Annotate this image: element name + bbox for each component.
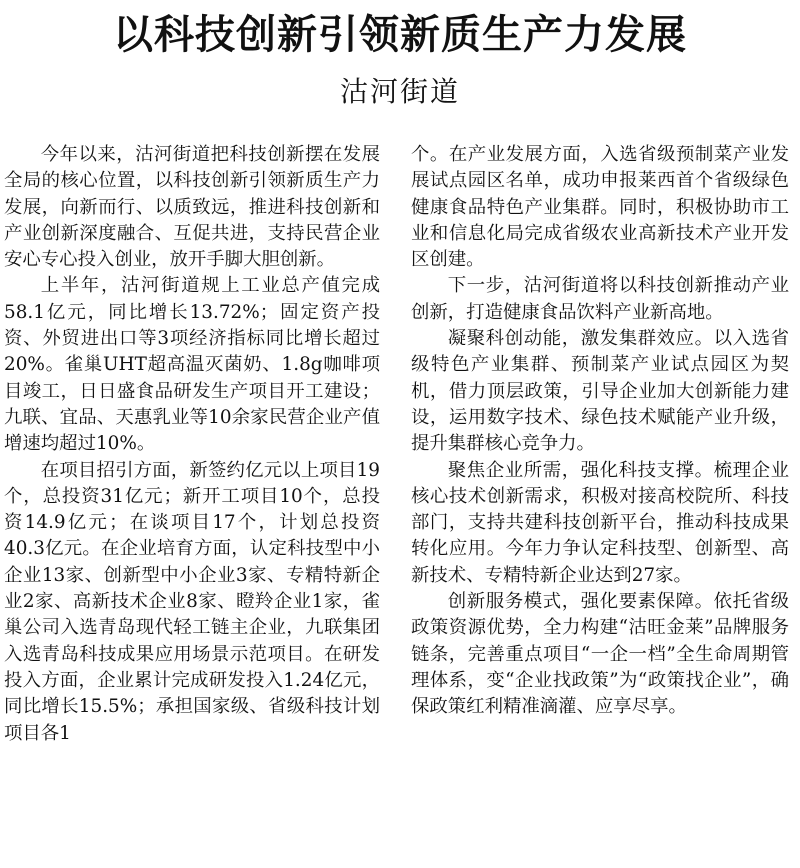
paragraph: 凝聚科创动能，激发集群效应。以入选省级特色产业集群、预制菜产业试点园区为契机，借力顶层政策，引导企业加大创新能力建设，运用数字技术、绿色技术赋能产业升级，提升集群核心竞争力。 bbox=[411, 328, 789, 455]
headline: 以科技创新引领新质生产力发展 bbox=[113, 12, 687, 58]
paragraph: 今年以来，沽河街道把科技创新摆在发展全局的核心位置，以科技创新引领新质生产力发展，向新而行、以质致远，推进科技创新和产业创新深度融合、互促共进，支持民营企业安心专心投入创业，放开手脚大胆创新。 bbox=[4, 144, 380, 271]
right-column bbox=[411, 142, 789, 721]
left-column bbox=[4, 142, 380, 747]
subhead: 沽河街道 bbox=[339, 75, 460, 108]
paragraph: 下一步，沽河街道将以科技创新推动产业创新，打造健康食品饮料产业新高地。 bbox=[411, 275, 789, 323]
paragraph: 在项目招引方面，新签约亿元以上项目19个，总投资31亿元；新开工项目10个，总投资14.9亿元；在谈项目17个，计划总投资40.3亿元。在企业培育方面，认定科技型中小企业13家、创新型中小企业3家、专精特新企业2家、高新技术企业8家、瞪羚企业1家，雀巢公司入选青岛现代轻工链主企业，九联集团入选青岛科技成果应用场景示范项目。在研发投入方面，企业累计完成研发投入1.24亿元，同比增长15.5%；承担国家级、省级科技计划项目各1 bbox=[4, 459, 380, 744]
paragraph-continuation: 个。在产业发展方面，入选省级预制菜产业发展试点园区名单，成功申报莱西首个省级绿色健康食品特色产业集群。同时，积极协助市工业和信息化局完成省级农业高新技术产业开发区创建。 bbox=[411, 144, 789, 271]
paragraph: 上半年，沽河街道规上工业总产值完成58.1亿元，同比增长13.72%；固定资产投资、外贸进出口等3项经济指标同比增长超过20%。雀巢UHT超高温灭菌奶、1.8g咖啡项目竣工，日日盛食品研发生产项目开工建设；九联、宜品、天惠乳业等10余家民营企业产值增速均超过10%。 bbox=[4, 275, 380, 455]
paragraph: 创新服务模式，强化要素保障。依托省级政策资源优势，全力构建“沽旺金莱”品牌服务链条，完善重点项目“一企一档”全生命周期管理体系，变“企业找政策”为“政策找企业”，确保政策红利精准滴灌、应享尽享。 bbox=[411, 591, 789, 718]
paragraph: 聚焦企业所需，强化科技支撑。梳理企业核心技术创新需求，积极对接高校院所、科技部门，支持共建科技创新平台，推动科技成果转化应用。今年力争认定科技型、创新型、高新技术、专精特新企业达到27家。 bbox=[411, 459, 789, 586]
